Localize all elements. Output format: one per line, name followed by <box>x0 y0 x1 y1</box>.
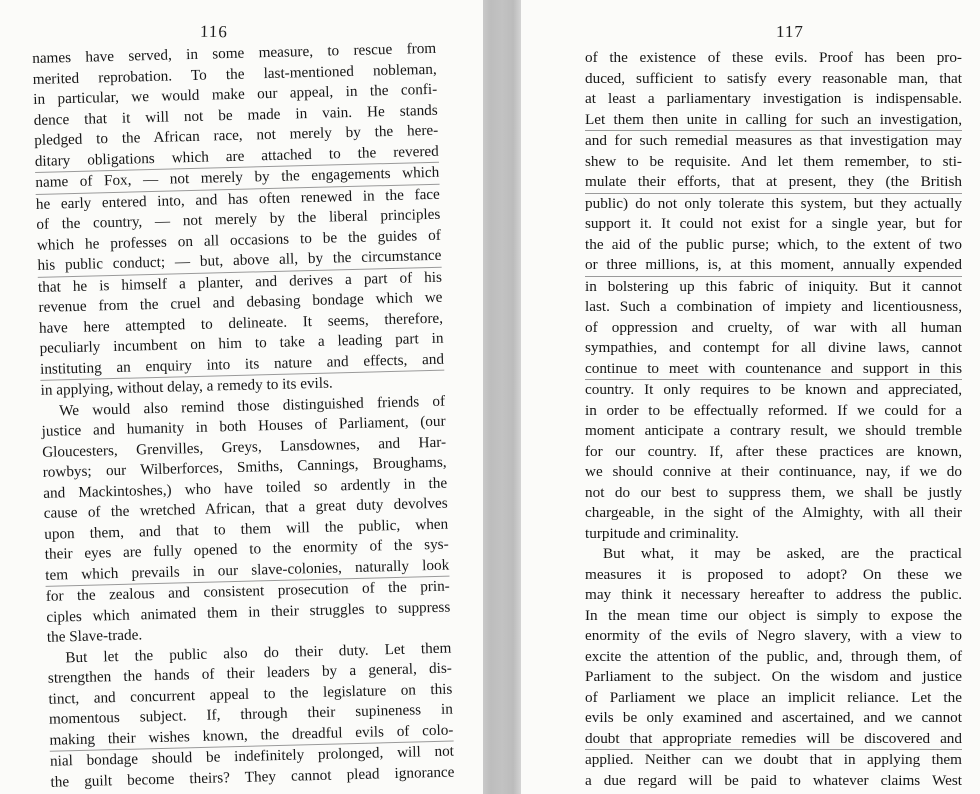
text-line: cause of the wretched African, that a great duty devolves <box>43 494 448 522</box>
text-line: sympathies, and contempt for all divine laws, cannot <box>585 339 962 356</box>
text-line: that he is himself a planter, and derives a part of his <box>38 266 442 298</box>
text-line: doubt that appropriate remedies will be discovered and <box>585 729 962 747</box>
text-line: rowbys; our Wilberforces, Smiths, Cannings, Broughams, <box>42 453 447 481</box>
text-line: Let them then unite in calling for such an investigation, <box>585 110 962 128</box>
text-line: the aid of the public purse; which, to the extent of two <box>585 235 962 253</box>
text-line: in order to be effectually reformed. If we could for a <box>585 401 962 419</box>
text-line: measures it is proposed to adopt? On these we <box>585 565 962 583</box>
text-line: country. It only requires to be known and appreciated, <box>585 379 962 401</box>
text-line: of the existence of these evils. Proof has been pro- <box>585 49 962 66</box>
text-line: names have served, in some measure, to rescue from <box>32 39 437 67</box>
text-line: public) do not only tolerate this system, but they actually <box>585 193 962 215</box>
text-line: merited reprobation. To the last-mentioned nobleman, <box>32 60 437 88</box>
text-line: applied. Neither can we doubt that in applying them <box>585 749 962 771</box>
text-line: pledged to the African race, not merely by the here- <box>34 121 439 149</box>
text-line: his public conduct; — but, above all, by the circumstance <box>37 246 442 274</box>
text-line: the Slave-trade. <box>46 626 143 646</box>
text-line: last. Such a combination of impiety and licentiousness, <box>585 298 962 315</box>
text-line: support it. It could not exist for a single year, but for <box>585 215 962 232</box>
text-line: dence that it will not be made in vain. He stands <box>33 101 438 129</box>
text-line: the guilt become theirs? They cannot plead ignorance <box>50 763 455 791</box>
right-page-number: 117 <box>776 22 804 41</box>
text-line: at least a parliamentary investigation is indispensable. <box>585 90 962 107</box>
text-line: We would also remind those distinguished friends of <box>58 392 446 419</box>
text-line: their eyes are fully opened to the enormity of the sys- <box>44 535 449 563</box>
text-line: But let the public also do their duty. Let them <box>65 639 452 666</box>
text-line: not do our best to suppress them, we shall be justly <box>585 483 962 501</box>
text-line: revenue from the cruel and debasing bondage which we <box>38 288 443 316</box>
text-line: strengthen the hands of their leaders by a general, dis- <box>47 659 453 687</box>
text-line: may think it necessary hereafter to address the public. <box>585 586 962 603</box>
text-line: tem which prevails in our slave-colonies, naturally look <box>45 556 450 584</box>
text-line: evils be only examined and ascertained, and we cannot <box>585 709 962 726</box>
text-line: have here attempted to delineate. It seems, therefore, <box>38 309 444 337</box>
text-line: shew to be requisite. And let them remember, to sti- <box>585 152 962 170</box>
text-line: in bolstering up this fabric of iniquity. But it cannot <box>585 276 962 298</box>
text-line: continue to meet with countenance and support in this <box>585 359 962 377</box>
text-line: of the country, — not merely by the liberal principles <box>36 205 441 233</box>
right-page <box>521 0 980 794</box>
text-line: for our country. If, after these practices are known, <box>585 442 962 460</box>
text-line: of oppression and cruelty, of war with all human <box>585 318 962 336</box>
text-line: But what, it may be asked, are the practical <box>603 545 962 562</box>
text-line: for the zealous and consistent prosecution of the prin- <box>46 576 450 608</box>
text-line: Parliament to the subject. On the wisdom and justice <box>585 668 962 685</box>
text-line: excite the attention of the public, and, through them, of <box>585 647 962 665</box>
text-line: momentous subject. If, through their supineness in <box>48 700 454 728</box>
text-line: turpitude and criminality. <box>585 524 739 542</box>
right-page-body <box>585 48 962 791</box>
text-line: which he professes on all occasions to be the guides of <box>36 226 442 254</box>
text-line: justice and humanity in both Houses of Parliament, (our <box>41 412 446 440</box>
text-line: in particular, we would make our appeal, in the confi- <box>33 80 438 108</box>
left-page-body <box>32 39 455 793</box>
text-line: and Mackintoshes,) who have toiled so ardently in the <box>43 474 448 502</box>
text-line: he early entered into, and has often renewed in the face <box>36 183 440 215</box>
text-line: or three millions, is, at this moment, annually expended <box>585 256 962 273</box>
text-line: we should connive at their continuance, nay, if we do <box>585 463 962 480</box>
text-line: peculiarly incumbent on him to take a leading part in <box>39 329 444 357</box>
text-line: and for such remedial measures as that investigation may <box>585 130 962 152</box>
text-line: duced, sufficient to satisfy every reasonable man, that <box>585 69 962 87</box>
text-line: In the mean time our object is simply to expose the <box>585 606 962 624</box>
text-line: mulate their efforts, that at present, they (the British <box>585 173 962 190</box>
text-line: moment anticipate a contrary result, we should tremble <box>585 422 962 439</box>
text-line: instituting an enquiry into its nature and effects, and <box>39 350 445 378</box>
text-line: tinct, and concurrent appeal to the legislature on this <box>48 680 453 708</box>
text-line: making their wishes known, the dreadful evils of colo- <box>49 721 454 749</box>
left-page <box>0 0 483 794</box>
text-line: enormity of the evils of Negro slavery, with a view to <box>585 627 962 644</box>
text-line: upon them, and that to them will the public, when <box>44 515 449 543</box>
left-page-number: 116 <box>199 21 229 42</box>
text-line: Gloucesters, Grenvilles, Greys, Lansdownes, and Har- <box>41 433 447 461</box>
text-line: a due regard will be paid to whatever claims West <box>585 771 962 789</box>
text-line: of Parliament we place an implicit reliance. Let the <box>585 688 962 706</box>
text-line: ciples which animated them in their struggles to suppress <box>46 598 451 626</box>
book-gutter <box>483 0 521 794</box>
text-line: ditary obligations which are attached to the revered <box>34 142 439 170</box>
text-line: in applying, without delay, a remedy to its evils. <box>40 370 444 402</box>
text-line: name of Fox, — not merely by the engagements which <box>35 162 439 194</box>
text-line: nial bondage should be indefinitely prolonged, will not <box>50 741 454 773</box>
text-line: chargeable, in the sight of the Almighty, with all their <box>585 504 962 521</box>
